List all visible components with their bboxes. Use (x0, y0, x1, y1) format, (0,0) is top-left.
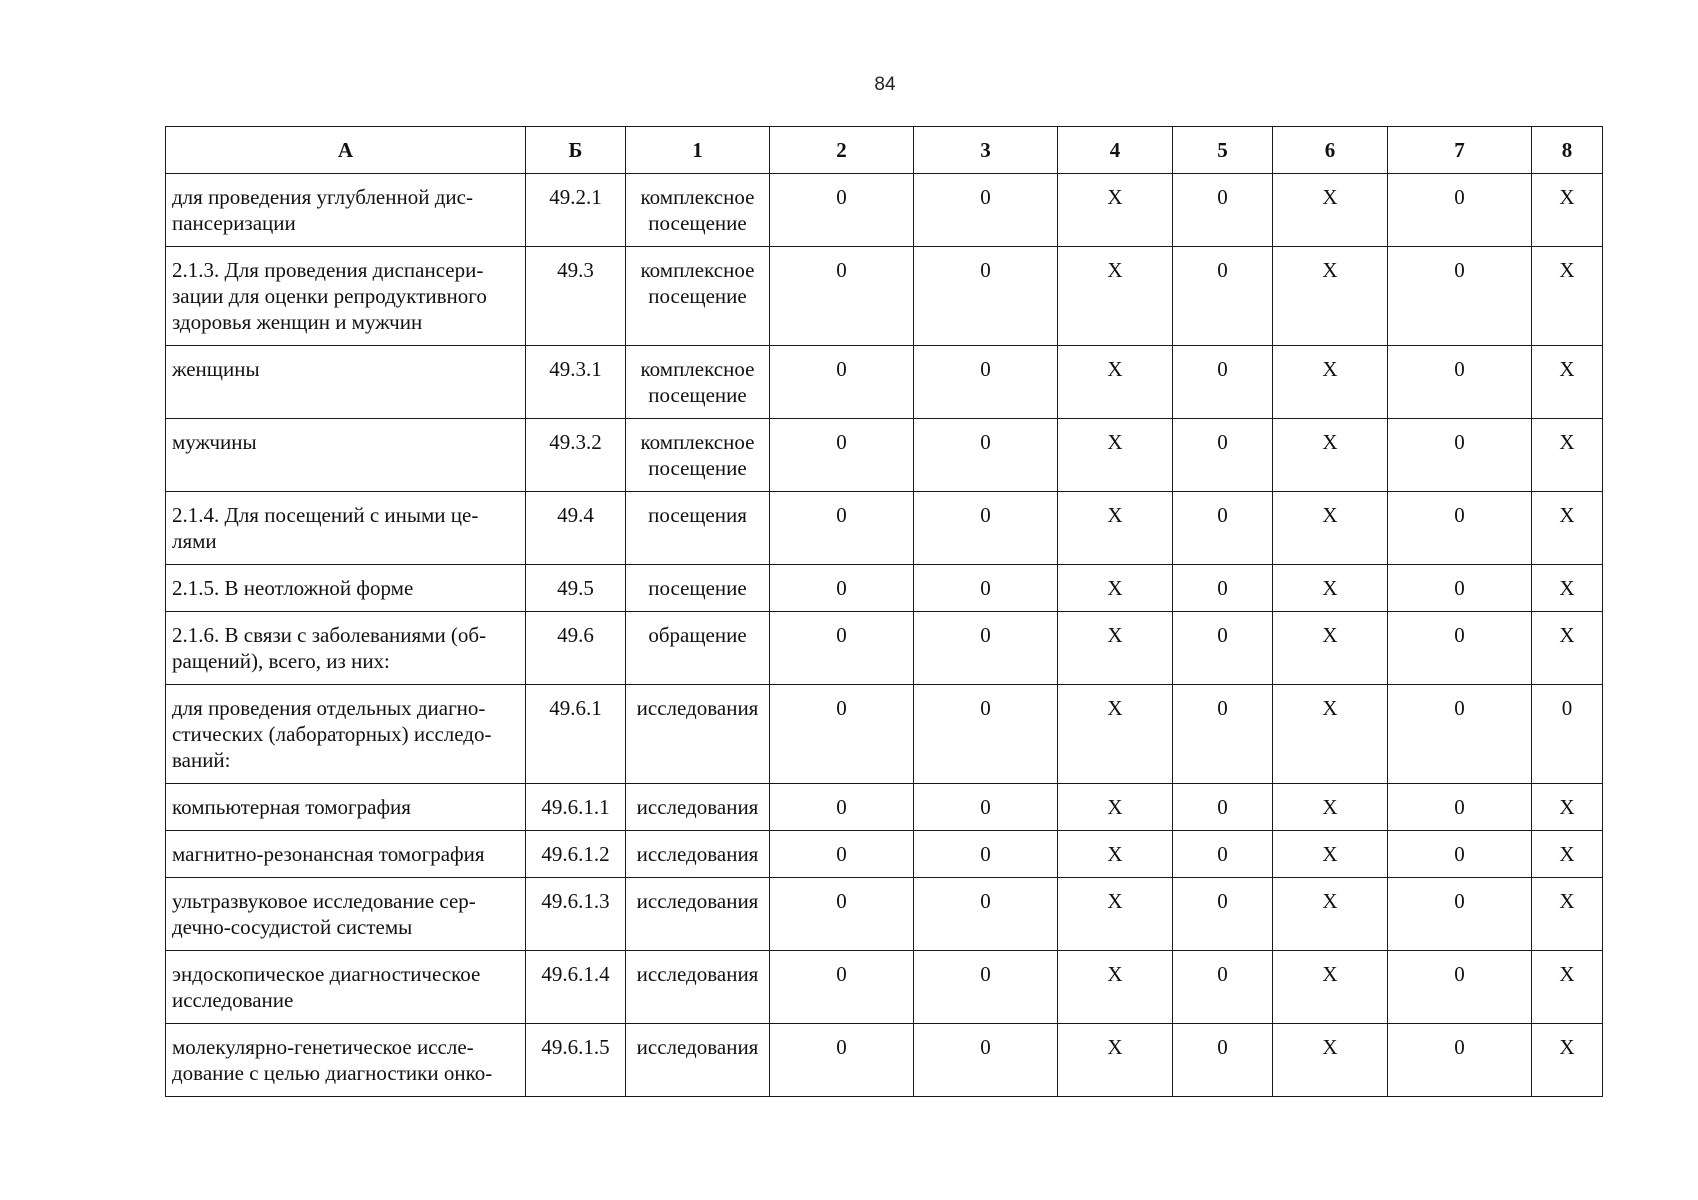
row-name-cell: для проведения отдельных диагно- стических (лабораторных) исследо- ваний: (166, 685, 526, 784)
row-value-cell-3: 0 (914, 492, 1058, 565)
table-row (166, 247, 1603, 346)
row-name-cell: ультразвуковое исследование сер- дечно-сосудистой системы (166, 878, 526, 951)
row-name-cell: мужчины (166, 419, 526, 492)
row-value-cell-6: X (1273, 247, 1388, 346)
row-value-cell-8: X (1532, 174, 1603, 247)
row-unit-cell: обращение (626, 612, 770, 685)
table-row (166, 346, 1603, 419)
row-unit-cell: посещения (626, 492, 770, 565)
header-cell-7: 7 (1388, 127, 1532, 174)
row-value-cell-8: X (1532, 878, 1603, 951)
row-value-cell-8: X (1532, 1024, 1603, 1097)
row-value-cell-4: X (1058, 492, 1173, 565)
row-value-cell-8: X (1532, 612, 1603, 685)
row-value-cell-2: 0 (770, 612, 914, 685)
row-value-cell-3: 0 (914, 612, 1058, 685)
row-value-cell-5: 0 (1173, 565, 1273, 612)
row-unit-cell: комплексное посещение (626, 247, 770, 346)
row-value-cell-3: 0 (914, 878, 1058, 951)
row-unit-cell: исследования (626, 831, 770, 878)
header-cell-8: 8 (1532, 127, 1603, 174)
row-value-cell-8: X (1532, 784, 1603, 831)
row-value-cell-7: 0 (1388, 612, 1532, 685)
row-value-cell-2: 0 (770, 174, 914, 247)
row-code-cell: 49.6.1.2 (526, 831, 626, 878)
row-name-cell: компьютерная томография (166, 784, 526, 831)
table-row (166, 419, 1603, 492)
row-code-cell: 49.6.1.3 (526, 878, 626, 951)
row-unit-cell: исследования (626, 685, 770, 784)
row-code-cell: 49.2.1 (526, 174, 626, 247)
row-value-cell-4: X (1058, 831, 1173, 878)
row-value-cell-3: 0 (914, 685, 1058, 784)
header-cell-6: 6 (1273, 127, 1388, 174)
table-row (166, 831, 1603, 878)
row-value-cell-3: 0 (914, 784, 1058, 831)
row-value-cell-5: 0 (1173, 878, 1273, 951)
row-code-cell: 49.6.1.5 (526, 1024, 626, 1097)
row-code-cell: 49.3 (526, 247, 626, 346)
row-value-cell-5: 0 (1173, 419, 1273, 492)
row-value-cell-6: X (1273, 831, 1388, 878)
row-value-cell-4: X (1058, 878, 1173, 951)
row-value-cell-5: 0 (1173, 346, 1273, 419)
row-unit-cell: исследования (626, 878, 770, 951)
row-value-cell-4: X (1058, 685, 1173, 784)
row-value-cell-7: 0 (1388, 492, 1532, 565)
row-value-cell-5: 0 (1173, 784, 1273, 831)
row-value-cell-2: 0 (770, 878, 914, 951)
row-code-cell: 49.5 (526, 565, 626, 612)
row-value-cell-6: X (1273, 878, 1388, 951)
row-name-cell: магнитно-резонансная томография (166, 831, 526, 878)
table-row (166, 685, 1603, 784)
table-row (166, 174, 1603, 247)
row-value-cell-4: X (1058, 247, 1173, 346)
row-value-cell-2: 0 (770, 346, 914, 419)
row-value-cell-4: X (1058, 1024, 1173, 1097)
header-cell-b: Б (526, 127, 626, 174)
row-value-cell-5: 0 (1173, 247, 1273, 346)
row-value-cell-6: X (1273, 419, 1388, 492)
row-value-cell-2: 0 (770, 685, 914, 784)
row-value-cell-4: X (1058, 612, 1173, 685)
row-value-cell-3: 0 (914, 1024, 1058, 1097)
table-row (166, 492, 1603, 565)
row-value-cell-6: X (1273, 1024, 1388, 1097)
row-value-cell-3: 0 (914, 247, 1058, 346)
row-code-cell: 49.4 (526, 492, 626, 565)
table-header-row (166, 127, 1603, 174)
row-value-cell-4: X (1058, 784, 1173, 831)
row-name-cell: 2.1.4. Для посещений с иными це- лями (166, 492, 526, 565)
row-name-cell: 2.1.5. В неотложной форме (166, 565, 526, 612)
row-value-cell-5: 0 (1173, 1024, 1273, 1097)
table-row (166, 1024, 1603, 1097)
row-value-cell-4: X (1058, 951, 1173, 1024)
row-value-cell-6: X (1273, 951, 1388, 1024)
row-unit-cell: комплексное посещение (626, 346, 770, 419)
row-value-cell-2: 0 (770, 1024, 914, 1097)
row-code-cell: 49.6.1 (526, 685, 626, 784)
row-code-cell: 49.6.1.1 (526, 784, 626, 831)
row-value-cell-5: 0 (1173, 492, 1273, 565)
row-value-cell-8: X (1532, 951, 1603, 1024)
row-value-cell-7: 0 (1388, 831, 1532, 878)
row-value-cell-2: 0 (770, 784, 914, 831)
row-value-cell-4: X (1058, 174, 1173, 247)
row-value-cell-2: 0 (770, 565, 914, 612)
row-name-cell: молекулярно-генетическое иссле- дование с целью диагностики онко- (166, 1024, 526, 1097)
row-value-cell-7: 0 (1388, 878, 1532, 951)
row-value-cell-5: 0 (1173, 612, 1273, 685)
row-value-cell-8: X (1532, 346, 1603, 419)
row-value-cell-3: 0 (914, 419, 1058, 492)
row-value-cell-3: 0 (914, 174, 1058, 247)
row-code-cell: 49.3.2 (526, 419, 626, 492)
row-value-cell-2: 0 (770, 419, 914, 492)
row-name-cell: эндоскопическое диагностическое исследование (166, 951, 526, 1024)
row-value-cell-7: 0 (1388, 346, 1532, 419)
header-cell-2: 2 (770, 127, 914, 174)
row-value-cell-8: X (1532, 247, 1603, 346)
header-cell-a: А (166, 127, 526, 174)
row-value-cell-2: 0 (770, 492, 914, 565)
row-value-cell-7: 0 (1388, 784, 1532, 831)
row-value-cell-7: 0 (1388, 1024, 1532, 1097)
row-value-cell-4: X (1058, 565, 1173, 612)
table-row (166, 878, 1603, 951)
row-value-cell-5: 0 (1173, 685, 1273, 784)
table-row (166, 784, 1603, 831)
row-unit-cell: комплексное посещение (626, 174, 770, 247)
row-value-cell-5: 0 (1173, 831, 1273, 878)
row-value-cell-5: 0 (1173, 174, 1273, 247)
row-value-cell-7: 0 (1388, 951, 1532, 1024)
row-value-cell-6: X (1273, 565, 1388, 612)
row-value-cell-2: 0 (770, 831, 914, 878)
row-value-cell-7: 0 (1388, 247, 1532, 346)
row-unit-cell: исследования (626, 951, 770, 1024)
row-value-cell-4: X (1058, 419, 1173, 492)
row-name-cell: для проведения углубленной дис- пансеризации (166, 174, 526, 247)
row-value-cell-6: X (1273, 174, 1388, 247)
row-value-cell-3: 0 (914, 565, 1058, 612)
header-cell-1: 1 (626, 127, 770, 174)
table-row (166, 612, 1603, 685)
data-table (165, 126, 1603, 1097)
row-code-cell: 49.6 (526, 612, 626, 685)
row-unit-cell: комплексное посещение (626, 419, 770, 492)
table-row (166, 565, 1603, 612)
row-value-cell-7: 0 (1388, 685, 1532, 784)
page-number: 84 (874, 74, 896, 95)
row-value-cell-8: 0 (1532, 685, 1603, 784)
header-cell-5: 5 (1173, 127, 1273, 174)
row-value-cell-3: 0 (914, 346, 1058, 419)
row-unit-cell: посещение (626, 565, 770, 612)
row-value-cell-5: 0 (1173, 951, 1273, 1024)
table-row (166, 951, 1603, 1024)
row-code-cell: 49.6.1.4 (526, 951, 626, 1024)
row-value-cell-6: X (1273, 784, 1388, 831)
row-value-cell-3: 0 (914, 831, 1058, 878)
row-value-cell-8: X (1532, 419, 1603, 492)
row-value-cell-7: 0 (1388, 419, 1532, 492)
row-value-cell-7: 0 (1388, 565, 1532, 612)
header-cell-3: 3 (914, 127, 1058, 174)
row-value-cell-6: X (1273, 685, 1388, 784)
row-value-cell-8: X (1532, 831, 1603, 878)
row-name-cell: 2.1.3. Для проведения диспансери- зации для оценки репродуктивного здоровья женщин и мужчин (166, 247, 526, 346)
row-unit-cell: исследования (626, 1024, 770, 1097)
row-value-cell-6: X (1273, 492, 1388, 565)
row-code-cell: 49.3.1 (526, 346, 626, 419)
header-cell-4: 4 (1058, 127, 1173, 174)
row-value-cell-6: X (1273, 612, 1388, 685)
row-value-cell-3: 0 (914, 951, 1058, 1024)
row-unit-cell: исследования (626, 784, 770, 831)
table-body (166, 174, 1603, 1097)
row-name-cell: 2.1.6. В связи с заболеваниями (об- ращений), всего, из них: (166, 612, 526, 685)
row-value-cell-6: X (1273, 346, 1388, 419)
row-name-cell: женщины (166, 346, 526, 419)
row-value-cell-2: 0 (770, 951, 914, 1024)
row-value-cell-8: X (1532, 565, 1603, 612)
row-value-cell-4: X (1058, 346, 1173, 419)
row-value-cell-7: 0 (1388, 174, 1532, 247)
row-value-cell-2: 0 (770, 247, 914, 346)
row-value-cell-8: X (1532, 492, 1603, 565)
